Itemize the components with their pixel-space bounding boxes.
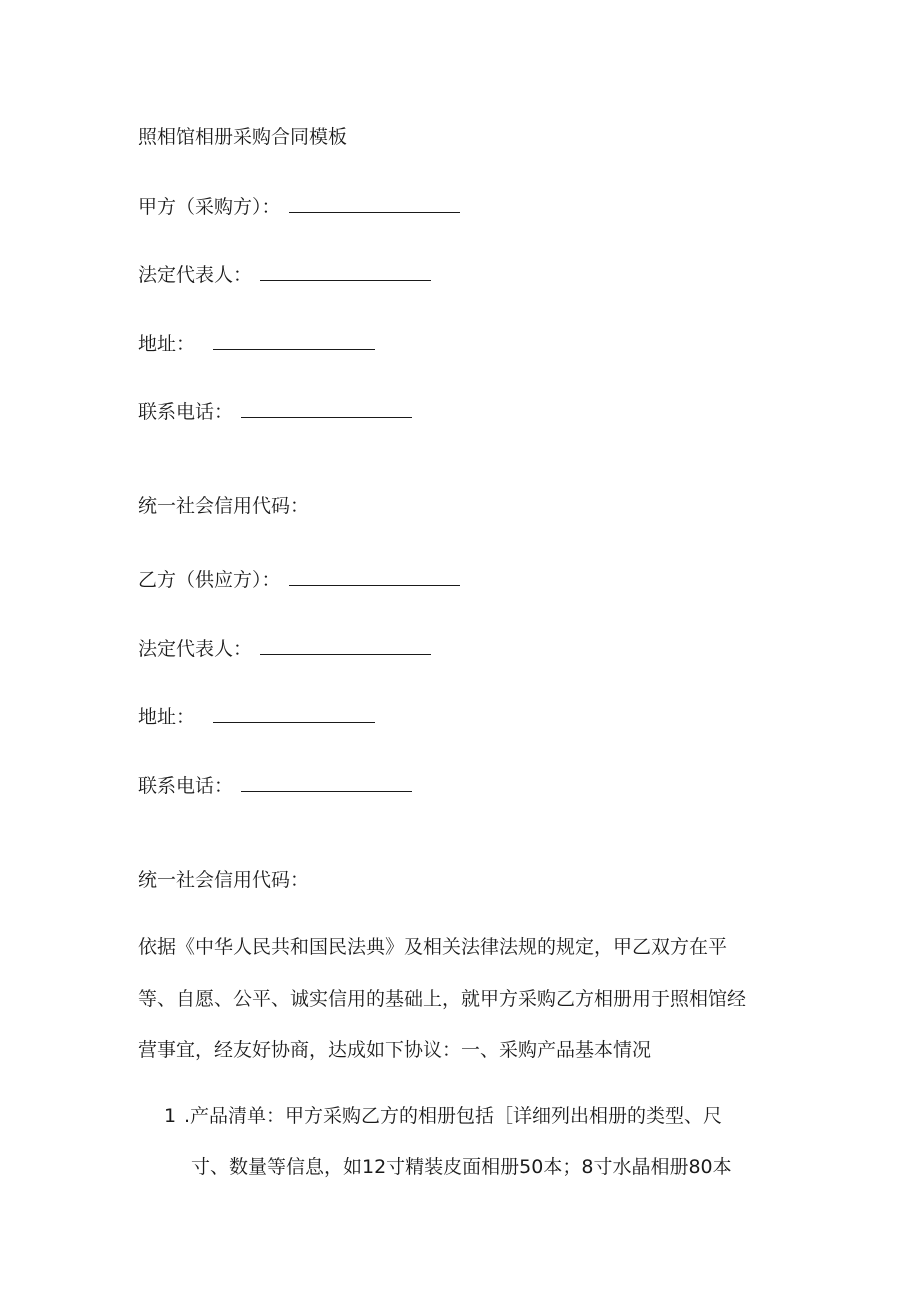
item-1-line-1: .产品清单：甲方采购乙方的相册包括［详细列出相册的类型、尺 <box>184 1105 723 1127</box>
party-b-phone-label: 联系电话： <box>138 775 234 797</box>
party-b-label: 乙方（供应方）： <box>138 569 281 591</box>
party-b-phone-row <box>138 773 412 799</box>
party-a-phone-label: 联系电话： <box>138 401 234 423</box>
party-b-address-label: 地址： <box>138 706 196 728</box>
party-a-rep-blank <box>260 262 431 281</box>
party-b-rep-blank <box>260 636 431 655</box>
party-a-phone-row <box>138 399 412 425</box>
party-a-credit-row <box>138 493 309 519</box>
party-b-rep-label: 法定代表人： <box>138 638 253 660</box>
party-a-blank <box>289 194 460 213</box>
party-b-address-blank <box>213 704 375 723</box>
party-a-rep-row <box>138 262 431 288</box>
party-a-phone-blank <box>241 399 412 418</box>
item-1-line-2: 寸、数量等信息，如12寸精装皮面相册50本；8寸水晶相册80本 <box>191 1156 732 1178</box>
intro-line-3: 营事宜，经友好协商，达成如下协议：一、采购产品基本情况 <box>138 1039 652 1061</box>
party-a-address-blank <box>213 331 375 350</box>
party-a-label: 甲方（采购方）： <box>138 196 281 218</box>
party-b-address-row <box>138 704 375 730</box>
party-b-phone-blank <box>241 773 412 792</box>
party-a-row <box>138 194 460 220</box>
party-a-address-label: 地址： <box>138 333 196 355</box>
party-b-blank <box>289 567 460 586</box>
party-a-rep-label: 法定代表人： <box>138 264 253 286</box>
party-a-credit-label: 统一社会信用代码： <box>138 495 310 517</box>
intro-line-2: 等、自愿、公平、诚实信用的基础上，就甲方采购乙方相册用于照相馆经 <box>138 988 747 1010</box>
intro-line-1: 依据《中华人民共和国民法典》及相关法律法规的规定，甲乙双方在平 <box>138 936 728 958</box>
party-b-rep-row <box>138 636 431 662</box>
party-b-credit-label: 统一社会信用代码： <box>138 869 310 891</box>
party-a-address-row <box>138 331 375 357</box>
party-b-credit-row <box>138 867 309 893</box>
document-title: 照相馆相册采购合同模板 <box>138 126 348 148</box>
party-b-row <box>138 567 460 593</box>
item-1-number: 1 <box>164 1105 177 1127</box>
